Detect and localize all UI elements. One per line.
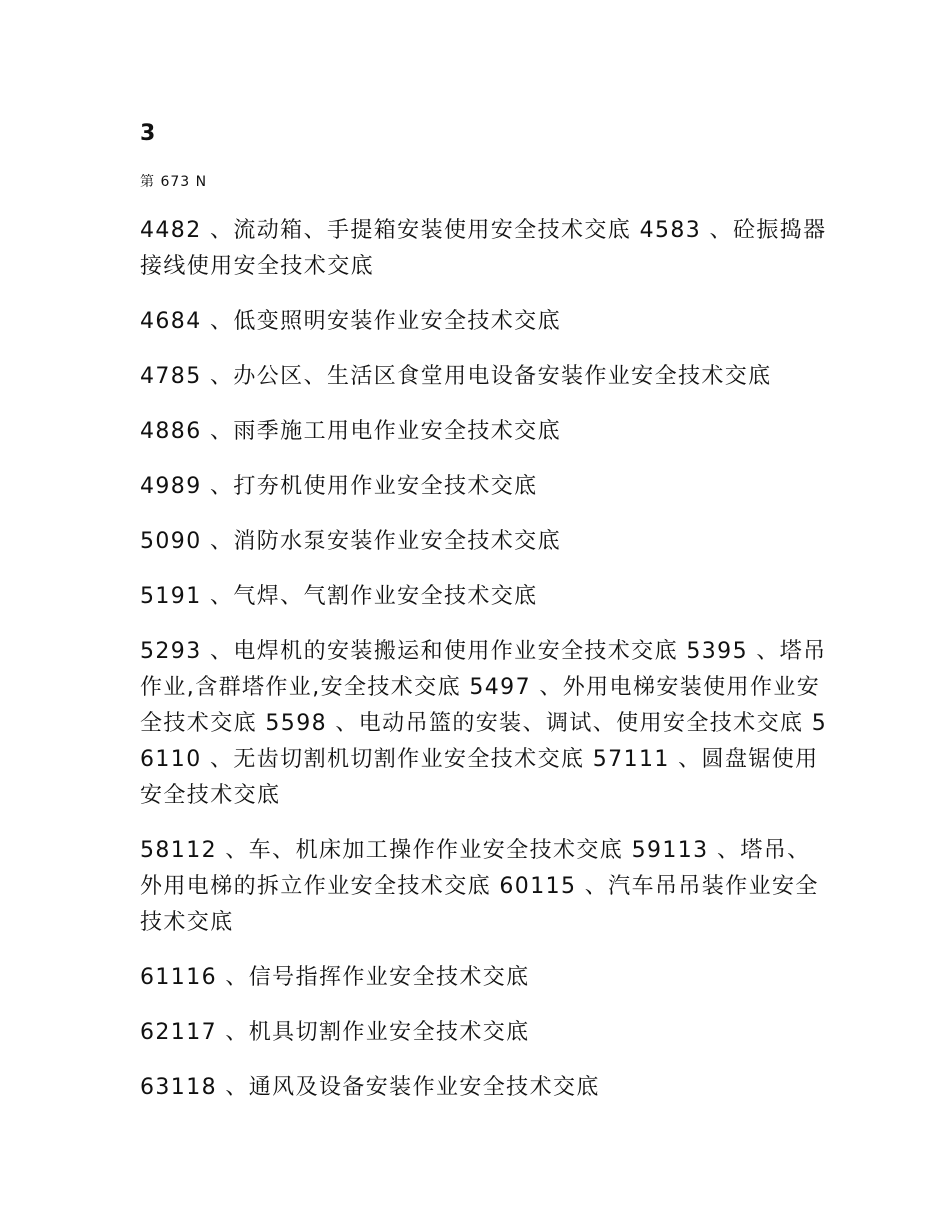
list-item: 5090 、消防水泵安装作业安全技术交底 (140, 529, 561, 554)
list-item: 63118 、通风及设备安装作业安全技术交底 (140, 1075, 600, 1100)
list-item: 4482 、流动箱、手提箱安装使用安全技术交底 4583 、砼振捣器接线使用安全技术交底 (140, 218, 827, 279)
list-item: 5191 、气焊、气割作业安全技术交底 (140, 584, 538, 609)
list-item: 58112 、车、机床加工操作作业安全技术交底 59113 、塔吊、外用电梯的拆立作业安全技术交底 60115 、汽车吊吊装作业安全技术交底 (140, 838, 819, 935)
page-sub-mark: 第 673 N (140, 174, 208, 190)
entry-list (140, 213, 830, 1125)
list-item: 4785 、办公区、生活区食堂用电设备安装作业安全技术交底 (140, 364, 772, 389)
list-item: 4684 、低变照明安装作业安全技术交底 (140, 309, 561, 334)
list-item: 4989 、打夯机使用作业安全技术交底 (140, 474, 538, 499)
list-item: 62117 、机具切割作业安全技术交底 (140, 1020, 530, 1045)
list-item: 61116 、信号指挥作业安全技术交底 (140, 965, 530, 990)
list-item: 4886 、雨季施工用电作业安全技术交底 (140, 419, 561, 444)
list-item: 5293 、电焊机的安装搬运和使用作业安全技术交底 5395 、塔吊作业,含群塔作业,安全技术交底 5497 、外用电梯安装使用作业安全技术交底 5598 、电动吊篮的安装、调试、使用安全技术交底 56110 、无齿切割机切割作业安全技术交底 57111 、圆盘锯使用安全技术交底 (140, 639, 828, 808)
page-number: 3 (140, 121, 156, 146)
